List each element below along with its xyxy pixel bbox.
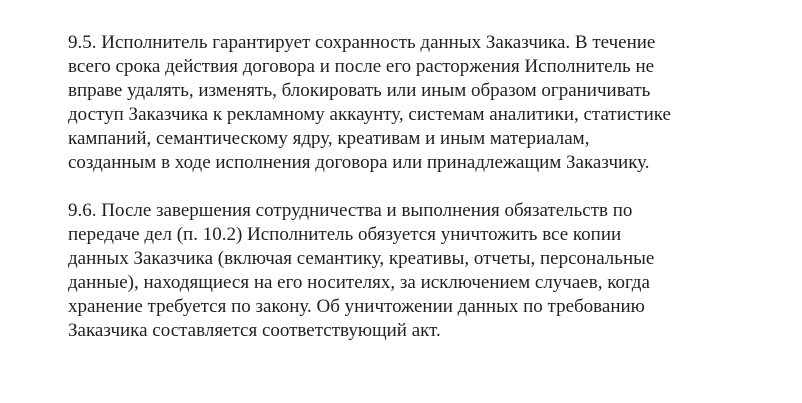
document-body bbox=[68, 31, 768, 343]
clause-9-5-paragraph bbox=[68, 31, 768, 175]
clause-9-6-paragraph bbox=[68, 199, 768, 343]
paragraph-line: всего срока действия договора и после его расторжения Исполнитель не bbox=[68, 56, 655, 77]
paragraph-line: кампаний, семантическому ядру, креативам и иным материалам, bbox=[68, 128, 590, 149]
paragraph-line: Заказчика составляется соответствующий акт. bbox=[68, 320, 441, 341]
paragraph-line: передаче дел (п. 10.2) Исполнитель обязуется уничтожить все копии bbox=[68, 224, 622, 245]
paragraph-line: созданным в ходе исполнения договора или принадлежащим Заказчику. bbox=[68, 152, 650, 173]
paragraph-line: вправе удалять, изменять, блокировать или иным образом ограничивать bbox=[68, 80, 651, 101]
paragraph-line: хранение требуется по закону. Об уничтожении данных по требованию bbox=[68, 296, 645, 317]
paragraph-line: данных Заказчика (включая семантику, креативы, отчеты, персональные bbox=[68, 248, 655, 269]
paragraph-line: 9.6. После завершения сотрудничества и выполнения обязательств по bbox=[68, 200, 633, 221]
paragraph-line: данные), находящиеся на его носителях, за исключением случаев, когда bbox=[68, 272, 650, 293]
paragraph-line: 9.5. Исполнитель гарантирует сохранность данных Заказчика. В течение bbox=[68, 32, 656, 53]
paragraph-line: доступ Заказчика к рекламному аккаунту, системам аналитики, статистике bbox=[68, 104, 671, 125]
